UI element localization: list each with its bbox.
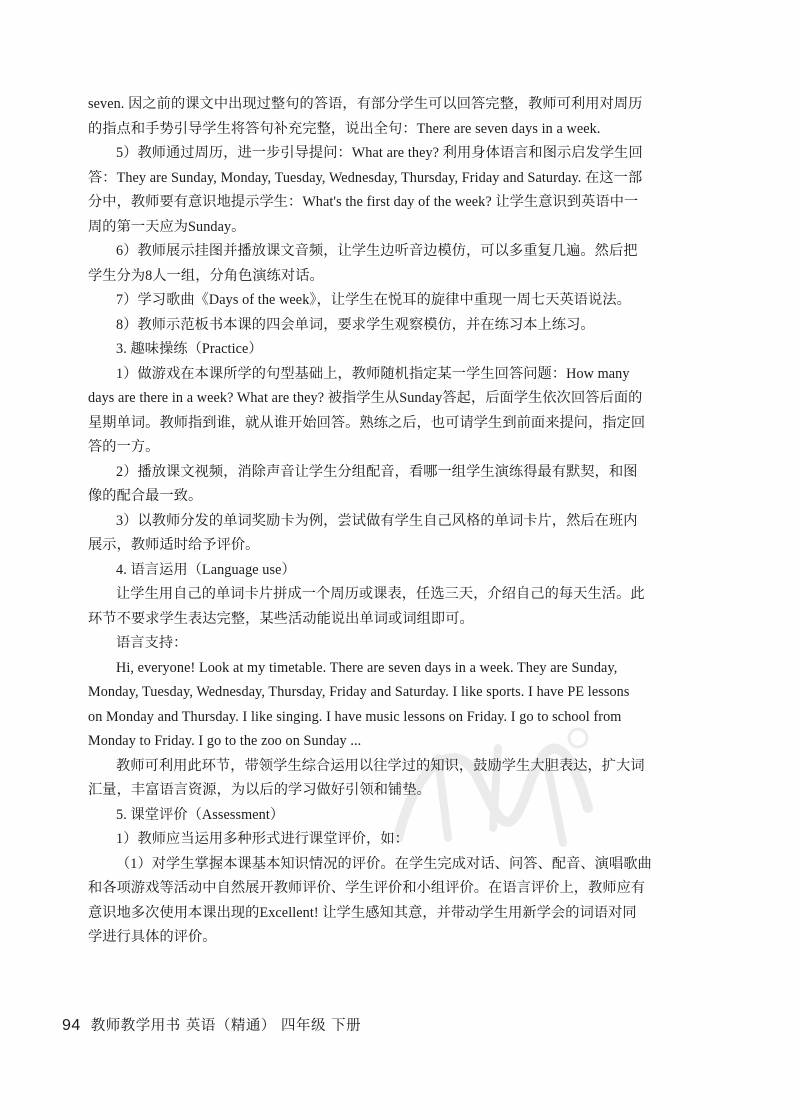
text-line: 答：They are Sunday, Monday, Tuesday, Wednesday, Thursday, Friday and Saturday. 在这一部 <box>88 169 643 186</box>
text-line: 3）以教师分发的单词奖励卡为例，尝试做有学生自己风格的单词卡片，然后在班内 <box>116 512 638 529</box>
text-line: Monday to Friday. I go to the zoo on Sunday ... <box>88 733 362 749</box>
text-line: （1）对学生掌握本课基本知识情况的评价。在学生完成对话、问答、配音、演唱歌曲 <box>116 855 652 872</box>
page-number: 94 <box>62 1017 81 1034</box>
text-line: 1）做游戏在本课所学的句型基础上，教师随机指定某一学生回答问题：How many <box>116 365 630 382</box>
text-line: 语言支持： <box>116 635 188 651</box>
text-line: 环节不要求学生表达完整，某些活动能说出单词或词组即可。 <box>88 610 474 627</box>
text-line: 周的第一天应为Sunday。 <box>88 218 246 235</box>
text-line: 意识地多次使用本课出现的Excellent! 让学生感知其意，并带动学生用新学会的词语对同 <box>88 904 637 921</box>
text-line: 学进行具体的评价。 <box>88 929 217 945</box>
book-title: 教师教学用书 英语（精通） 四年级 下册 <box>90 1018 362 1034</box>
text-line: 7）学习歌曲《Days of the week》，让学生在悦耳的旋律中重现一周七天英语说法。 <box>116 292 631 308</box>
text-line: 教师可利用此环节，带领学生综合运用以往学过的知识，鼓励学生大胆表达，扩大词 <box>116 757 645 774</box>
text-line: 汇量，丰富语言资源，为以后的学习做好引领和铺垫。 <box>88 782 431 798</box>
page-footer <box>62 1014 361 1035</box>
text-line: 展示，教师适时给予评价。 <box>88 537 260 553</box>
text-line: 的指点和手势引导学生将答句补充完整，说出全句：There are seven days in a week. <box>88 120 601 137</box>
text-line: 2）播放课文视频，消除声音让学生分组配音，看哪一组学生演练得最有默契，和图 <box>116 463 638 480</box>
text-line: 让学生用自己的单词卡片拼成一个周历或课表，任选三天，介绍自己的每天生活。此 <box>116 586 645 602</box>
text-line: 和各项游戏等活动中自然展开教师评价、学生评价和小组评价。在语言评价上，教师应有 <box>88 880 646 896</box>
text-line: 6）教师展示挂图并播放课文音频，让学生边听音边模仿，可以多重复几遍。然后把 <box>116 243 638 259</box>
text-line: 4. 语言运用（Language use） <box>116 561 296 578</box>
text-line: 1）教师应当运用多种形式进行课堂评价，如： <box>116 831 409 847</box>
text-line: on Monday and Thursday. I like singing. I have music lessons on Friday. I go to school from <box>88 708 622 725</box>
text-line: 8）教师示范板书本课的四会单词，要求学生观察模仿，并在练习本上练习。 <box>116 316 595 333</box>
text-line: 3. 趣味操练（Practice） <box>116 341 263 357</box>
text-line: seven. 因之前的课文中出现过整句的答语，有部分学生可以回答完整，教师可利用对周历 <box>88 96 643 112</box>
text-line: 星期单词。教师指到谁，就从谁开始回答。熟练之后，也可请学生到前面来提问，指定回 <box>88 414 646 431</box>
text-line: 像的配合最一致。 <box>88 488 203 504</box>
text-line: Hi, everyone! Look at my timetable. There are seven days in a week. They are Sunday, <box>116 659 618 676</box>
text-line: 5）教师通过周历，进一步引导提问：What are they? 利用身体语言和图示启发学生回 <box>116 145 643 161</box>
body-text <box>88 92 720 950</box>
text-line: 答的一方。 <box>88 439 160 455</box>
text-line: 学生分为8人一组，分角色演练对话。 <box>88 267 324 284</box>
text-line: days are there in a week? What are they? 被指学生从Sunday答起，后面学生依次回答后面的 <box>88 390 643 406</box>
text-line: 分中，教师要有意识地提示学生：What's the first day of the week? 让学生意识到英语中一 <box>88 194 639 210</box>
text-line: Monday, Tuesday, Wednesday, Thursday, Friday and Saturday. I like sports. I have PE lessons <box>88 684 630 700</box>
text-line: 5. 课堂评价（Assessment） <box>116 806 285 823</box>
